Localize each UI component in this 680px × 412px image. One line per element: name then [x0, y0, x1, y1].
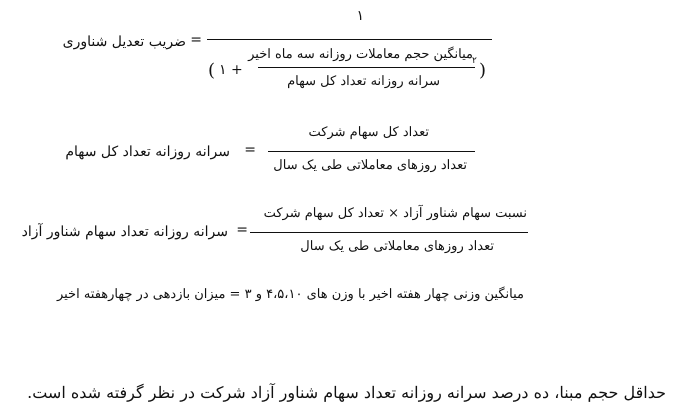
- formula1-equals: =: [190, 32, 202, 48]
- formula1-lhs: ضریب تعدیل شناوری: [62, 34, 186, 50]
- formula1-close-paren: ): [479, 60, 487, 81]
- formula3-lhs: سرانه روزانه تعداد سهام شناور آزاد: [21, 224, 228, 240]
- formula1-plus-one: + ۱: [219, 62, 243, 78]
- formula1-inner-fraction-line: [258, 67, 475, 68]
- formula3-fraction-line: [250, 232, 528, 233]
- formula2-denominator: تعداد روزهای معاملاتی طی یک سال: [273, 158, 467, 173]
- formula1-inner-denominator: سرانه روزانه تعداد کل سهام: [287, 74, 440, 89]
- formula4-text: میانگین وزنی چهار هفته اخیر با وزن های ۴،۵،۱۰ و ۳ = میزان بازدهی در چهارهفته اخیر: [56, 287, 524, 302]
- formula1-inner-numerator: میانگین حجم معاملات روزانه سه ماه اخیر: [248, 47, 473, 62]
- formula1-exponent: ۲: [472, 56, 477, 66]
- formula2-fraction-line: [268, 151, 475, 152]
- formula2-lhs: سرانه روزانه تعداد کل سهام: [65, 144, 230, 160]
- formula3-numerator: نسبت سهام شناور آزاد × تعداد کل سهام شرکت: [263, 206, 527, 221]
- formula1-open-paren: (: [208, 60, 216, 81]
- formula2-equals: =: [244, 142, 256, 158]
- formula3-denominator: تعداد روزهای معاملاتی طی یک سال: [300, 239, 494, 254]
- formula1-numerator: ۱: [356, 8, 364, 24]
- formula3-equals: =: [236, 222, 248, 238]
- formula2-numerator: تعداد کل سهام شرکت: [308, 125, 429, 140]
- formula1-main-fraction-line: [207, 39, 492, 40]
- body-paragraph: حداقل حجم مبنا، ده درصد سرانه روزانه تعداد سهام شناور آزاد شرکت در نظر گرفته شده است.: [27, 383, 666, 402]
